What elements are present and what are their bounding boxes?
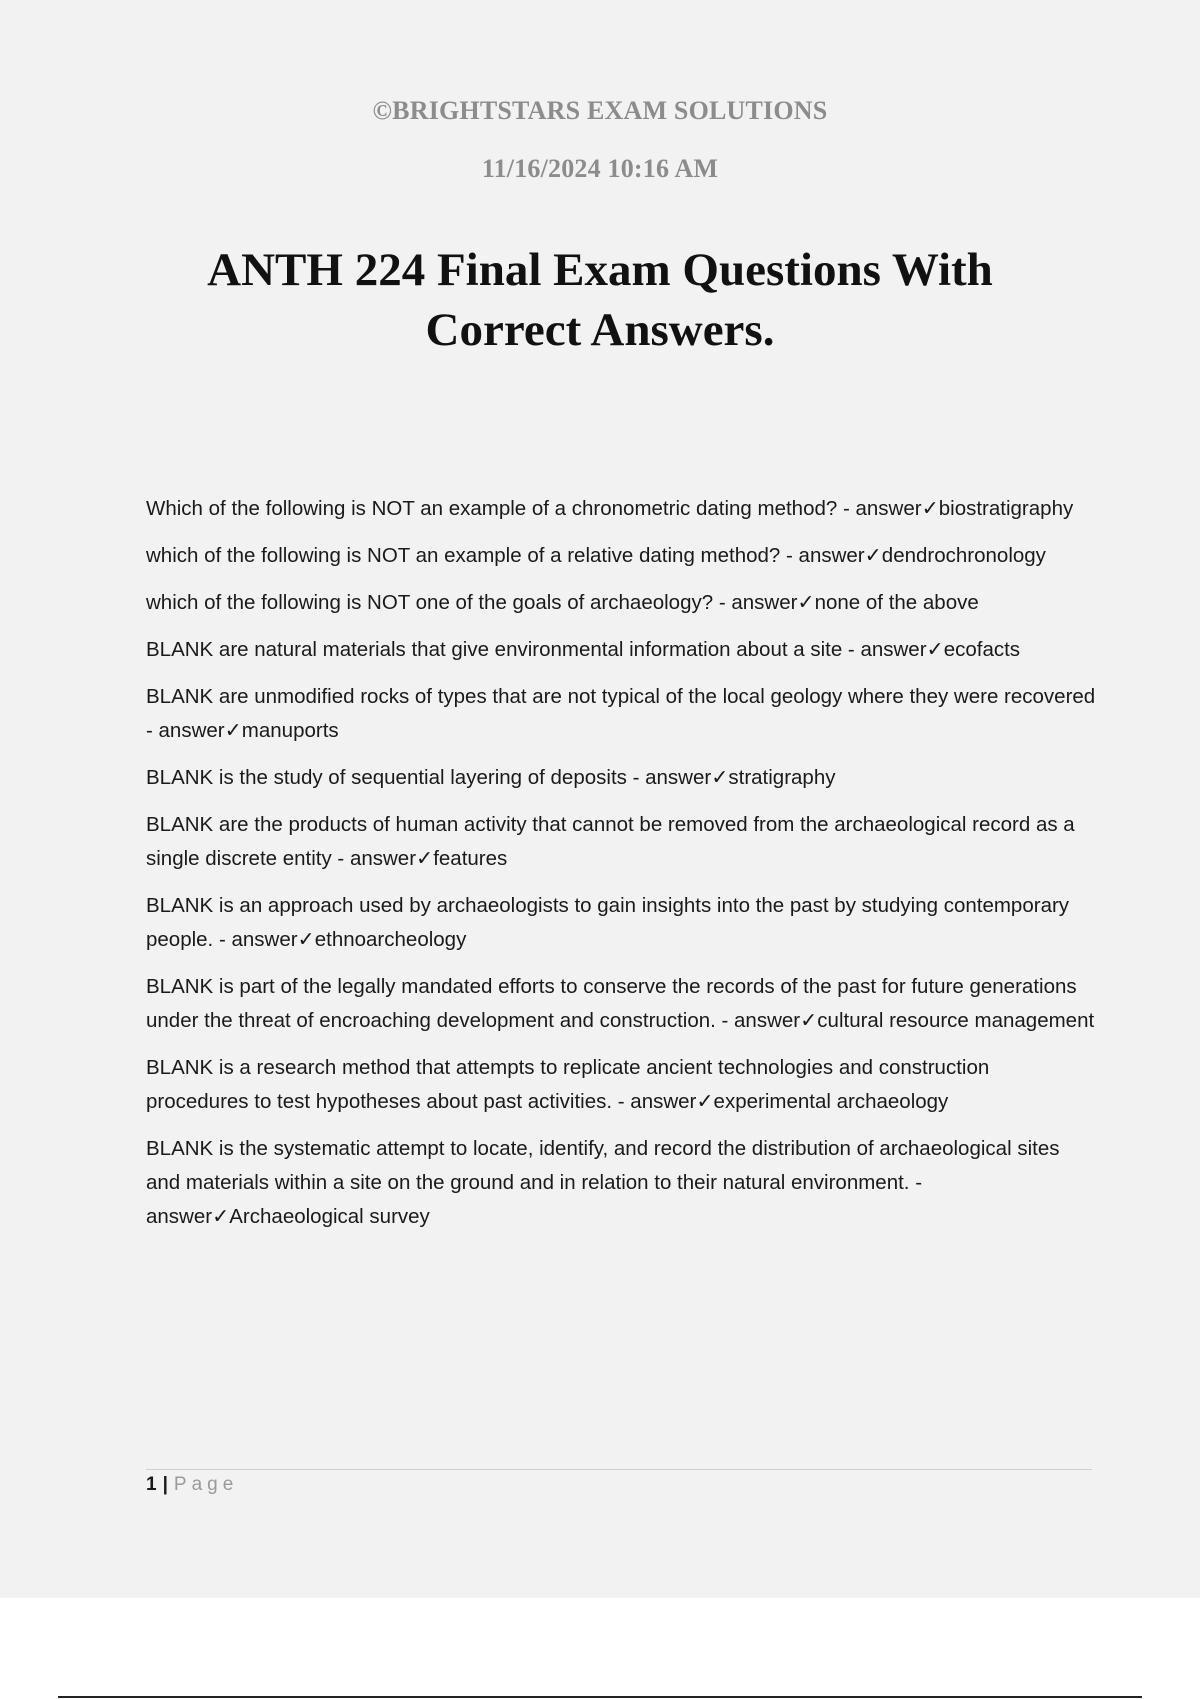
bottom-divider bbox=[58, 1696, 1142, 1698]
qa-item: Which of the following is NOT an example of a chronometric dating method? - answer✓biostratigraphy bbox=[146, 497, 1074, 520]
qa-item: BLANK is the systematic attempt to locate, identify, and record the distribution of archaeological sites and materials within a site on the ground and in relation to their natural environment. - answer✓Archaeological survey bbox=[146, 1137, 1060, 1228]
page-label: Page bbox=[173, 1474, 239, 1495]
page-title bbox=[150, 240, 1050, 360]
qa-item: BLANK are natural materials that give environmental information about a site - answer✓ecofacts bbox=[146, 638, 1021, 661]
page-number: 1 bbox=[146, 1474, 157, 1495]
qa-item: BLANK is the study of sequential layering of deposits - answer✓stratigraphy bbox=[146, 766, 836, 789]
qa-item: BLANK is a research method that attempts to replicate ancient technologies and construction procedures to test hypotheses about past activities. - answer✓experimental archaeology bbox=[146, 1056, 990, 1113]
footer-divider bbox=[146, 1469, 1092, 1470]
datetime-header: 11/16/2024 10:16 AM bbox=[481, 154, 719, 183]
qa-item: BLANK is part of the legally mandated efforts to conserve the records of the past for future generations under the threat of encroaching development and construction. - answer✓cultural resource management bbox=[146, 975, 1095, 1032]
qa-item: BLANK are unmodified rocks of types that are not typical of the local geology where they were recovered - answer✓manuports bbox=[146, 685, 1096, 742]
title-line-1: ANTH 224 Final Exam Questions With bbox=[207, 244, 993, 296]
footer-separator: | bbox=[162, 1474, 168, 1495]
qa-item: which of the following is NOT one of the goals of archaeology? - answer✓none of the above bbox=[146, 591, 979, 614]
title-line-2: Correct Answers. bbox=[425, 304, 775, 356]
brand-header: ©BRIGHTSTARS EXAM SOLUTIONS bbox=[372, 96, 828, 125]
qa-item: BLANK is an approach used by archaeologists to gain insights into the past by studying contemporary people. - answer✓ethnoarcheology bbox=[146, 894, 1070, 951]
page-footer bbox=[146, 1474, 238, 1496]
qa-item: BLANK are the products of human activity that cannot be removed from the archaeological record as a single discrete entity - answer✓features bbox=[146, 813, 1075, 870]
qa-list bbox=[146, 492, 1096, 1247]
qa-item: which of the following is NOT an example of a relative dating method? - answer✓dendrochronology bbox=[146, 544, 1046, 567]
